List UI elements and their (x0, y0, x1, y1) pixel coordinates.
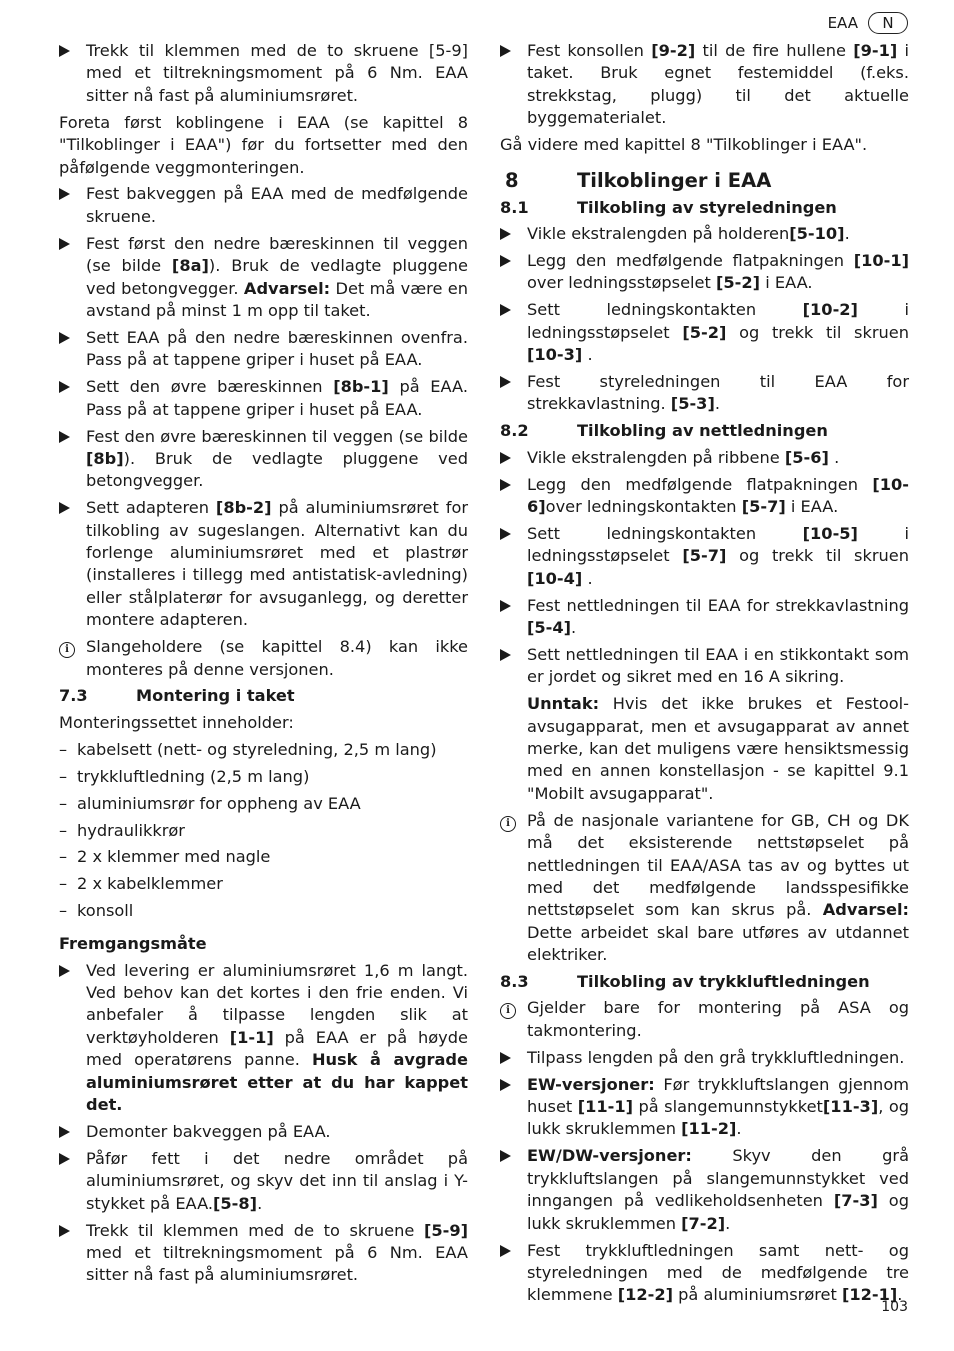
section-heading: 8.1 Tilkobling av styreledningen (500, 197, 837, 217)
info-note: i Gjelder bare for montering på ASA og takmontering. (500, 997, 909, 1042)
step-item: Demonter bakveggen på EAA. (59, 1121, 468, 1143)
step-item: Fest bakveggen på EAA med de medfølgende skruene. (59, 183, 468, 228)
step-item: Sett EAA på den nedre bæreskinnen ovenfra. Pass på at tappene griper i huset på EAA. (59, 327, 468, 372)
chapter-heading: 8 Tilkoblinger i EAA (505, 168, 772, 192)
list-item: – 2 x kabelklemmer (59, 874, 223, 894)
arrow-bullet-icon (59, 332, 70, 344)
arrow-bullet-icon (500, 228, 511, 240)
arrow-bullet-icon (500, 45, 511, 57)
step-item: Fest først den nedre bæreskinnen til veggen (se bilde [8a]). Bruk de vedlagte pluggene ved betongvegger. Advarsel: Det må være en avstand på minst 1 m opp til taket. (59, 233, 468, 323)
page-header (828, 12, 908, 34)
arrow-bullet-icon (500, 1245, 511, 1257)
arrow-bullet-icon (59, 1126, 70, 1138)
step-item: Legg den medfølgende flatpakningen [10-1] over ledningsstøpselet [5-2] i EAA. (500, 250, 909, 295)
arrow-bullet-icon (59, 381, 70, 393)
info-note: i På de nasjonale variantene for GB, CH og DK må det eksisterende nettstøpselet på nettledningen til EAA/ASA tas av og byttes ut med det medfølgende landsspesifikke nettstøpselet som kan skrus på. Advarsel: Dette arbeidet skal bare utføres av utdannet elektriker. (500, 810, 909, 967)
info-icon: i (500, 816, 516, 832)
arrow-bullet-icon (59, 45, 70, 57)
paragraph: Foreta først koblingene i EAA (se kapittel 8 "Tilkoblinger i EAA") før du fortsetter med den påfølgende veggmonteringen. (59, 112, 468, 177)
arrow-bullet-icon (59, 1153, 70, 1165)
step-item: Sett ledningskontakten [10-2] i ledningsstøpselet [5-2] og trekk til skruen [10-3] . (500, 299, 909, 366)
step-item: Fest trykkluftledningen samt nett- og styreledningen med de medfølgende tre klemmene [12-2] på aluminiumsrøret [12-1]. (500, 1240, 909, 1307)
step-item: Trekk til klemmen med de to skruene [5-9] med et tiltrekningsmoment på 6 Nm. EAA sitter nå fast på aluminiumsrøret. (59, 40, 468, 107)
product-code: EAA (827, 14, 858, 32)
arrow-bullet-icon (59, 965, 70, 977)
info-icon: i (500, 1003, 516, 1019)
step-item: Vikle ekstralengden på ribbene [5-6] . (500, 447, 909, 469)
arrow-bullet-icon (500, 1150, 511, 1162)
step-item: Sett ledningskontakten [10-5] i ledningsstøpselet [5-7] og trekk til skruen [10-4] . (500, 523, 909, 590)
paragraph: Gå videre med kapittel 8 "Tilkoblinger i EAA". (500, 135, 868, 155)
arrow-bullet-icon (59, 188, 70, 200)
arrow-bullet-icon (59, 1225, 70, 1237)
step-item: Sett den øvre bæreskinnen [8b-1] på EAA. Pass på at tappene griper i huset på EAA. (59, 376, 468, 421)
step-item: Legg den medfølgende flatpakningen [10-6]over ledningskontakten [5-7] i EAA. (500, 474, 909, 519)
info-icon: i (59, 642, 75, 658)
list-item: – trykkluftledning (2,5 m lang) (59, 766, 310, 786)
list-item: – konsoll (59, 901, 134, 921)
info-note: i Slangeholdere (se kapittel 8.4) kan ikke monteres på denne versjonen. (59, 636, 468, 681)
list-item: – 2 x klemmer med nagle (59, 847, 271, 867)
step-item: Sett nettledningen til EAA i en stikkontakt som er jordet og sikret med en 16 A sikring. (500, 644, 909, 689)
list-item: – kabelsett (nett- og styreledning, 2,5 m lang) (59, 739, 437, 759)
step-item: Ved levering er aluminiumsrøret 1,6 m langt. Ved behov kan det kortes i den frie enden. Vi anbefaler å tilpasse lengden slik at verktøyholderen [1-1] på EAA er på høyde med operatørens panne. Husk å avgrade aluminiumsrøret etter at du har kappet det. (59, 960, 468, 1117)
arrow-bullet-icon (59, 238, 70, 250)
exception-note: Unntak: Hvis det ikke brukes et Festool-avsugapparat, men et avsugapparat av annet merke, kan det muligens være hensiktsmessig med en annen konstellasjon - se kapittel 9.1 "Mobilt avsugapparat". (527, 694, 909, 803)
right-column (500, 40, 909, 1311)
arrow-bullet-icon (59, 431, 70, 443)
step-item: Vikle ekstralengden på holderen[5-10]. (500, 223, 909, 245)
arrow-bullet-icon (500, 304, 511, 316)
arrow-bullet-icon (500, 376, 511, 388)
section-heading: 8.3 Tilkobling av trykkluftledningen (500, 972, 870, 992)
list-item: – aluminiumsrør for oppheng av EAA (59, 793, 361, 813)
page-number: 103 (881, 1299, 908, 1315)
arrow-bullet-icon (500, 600, 511, 612)
arrow-bullet-icon (500, 528, 511, 540)
paragraph: Monteringssettet inneholder: (59, 712, 294, 732)
language-badge: N (868, 12, 908, 34)
step-item: Fest konsollen [9-2] til de fire hullene [9-1] i taket. Bruk egnet festemiddel (f.eks. strekkstag, plugg) til det aktuelle byggematerialet. (500, 40, 909, 130)
section-heading: 8.2 Tilkobling av nettledningen (500, 421, 828, 441)
left-column (59, 40, 468, 1291)
step-item: Fest nettledningen til EAA for strekkavlastning [5-4]. (500, 595, 909, 640)
arrow-bullet-icon (500, 649, 511, 661)
arrow-bullet-icon (500, 452, 511, 464)
step-item: Tilpass lengden på den grå trykkluftledningen. (500, 1047, 909, 1069)
arrow-bullet-icon (500, 1079, 511, 1091)
section-heading: 7.3 Montering i taket (59, 686, 295, 706)
arrow-bullet-icon (500, 479, 511, 491)
step-item: Sett adapteren [8b-2] på aluminiumsrøret for tilkobling av sugeslangen. Alternativt kan du forlenge aluminiumsrøret med et plastrør (installeres i tillegg med antistatisk-avledning) eller stålplaterør for avsuganlegg, og deretter montere adapteren. (59, 497, 468, 631)
list-item: – hydraulikkrør (59, 820, 185, 840)
procedure-heading: Fremgangsmåte (59, 933, 207, 953)
arrow-bullet-icon (500, 255, 511, 267)
step-item: Fest styreledningen til EAA for strekkavlastning. [5-3]. (500, 371, 909, 416)
arrow-bullet-icon (59, 502, 70, 514)
step-item: Fest den øvre bæreskinnen til veggen (se bilde [8b]). Bruk de vedlagte pluggene ved betongvegger. (59, 426, 468, 493)
step-item: EW-versjoner: Før trykkluftslangen gjennom huset [11-1] på slangemunnstykket[11-3], og lukk skruklemmen [11-2]. (500, 1074, 909, 1141)
step-item: Påfør fett i det nedre området på aluminiumsrøret, og skyv det inn til anslag i Y-stykket på EAA.[5-8]. (59, 1148, 468, 1215)
step-item: Trekk til klemmen med de to skruene [5-9] med et tiltrekningsmoment på 6 Nm. EAA sitter nå fast på aluminiumsrøret. (59, 1220, 468, 1287)
arrow-bullet-icon (500, 1052, 511, 1064)
step-item: EW/DW-versjoner: Skyv den grå trykkluftslangen på slangemunnstykket ved inngangen på vedlikeholdsenheten [7-3] og lukk skruklemmen [7-2]. (500, 1145, 909, 1235)
